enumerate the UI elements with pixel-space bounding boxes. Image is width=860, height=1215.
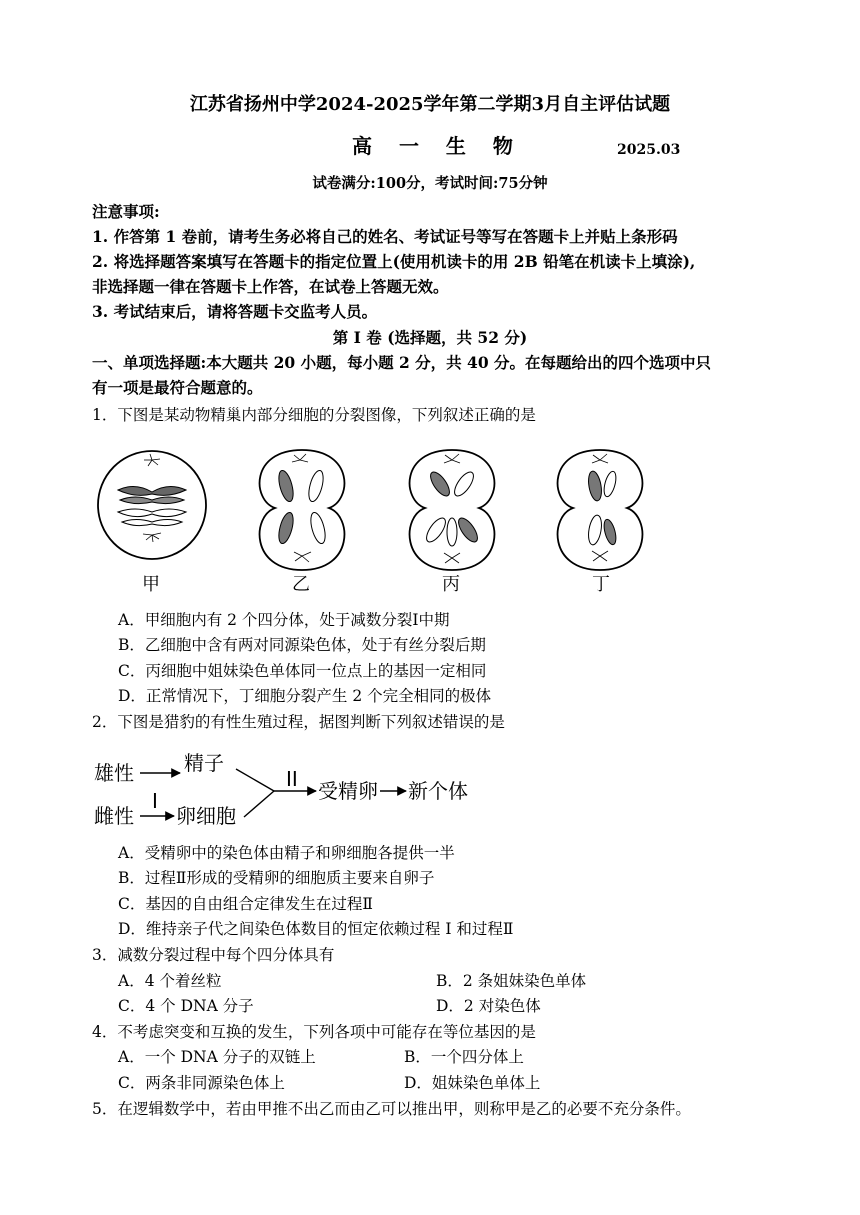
flow-step1: I <box>152 789 158 813</box>
option-a: A．一个 DNA 分子的双链上 <box>118 1048 316 1066</box>
flow-zygote: 受精卵 <box>318 779 378 803</box>
question-stem: 3．减数分裂过程中每个四分体具有 <box>92 946 335 964</box>
exam-title: 江苏省扬州中学2024-2025学年第二学期3月自主评估试题 <box>189 94 671 115</box>
exam-meta: 试卷满分:100分，考试时间:75分钟 <box>312 175 548 192</box>
option-c: C．基因的自由组合定律发生在过程Ⅱ <box>118 895 373 913</box>
notice-item: 1. 作答第 1 卷前，请考生务必将自己的姓名、考试证号等写在答题卡上并贴上条形码 <box>92 227 678 246</box>
cell-jia-diagram <box>98 451 206 559</box>
question-stem: 2．下图是猎豹的有性生殖过程，据图判断下列叙述错误的是 <box>92 713 505 731</box>
flow-sperm: 精子 <box>184 751 224 775</box>
option-b: B．乙细胞中含有两对同源染色体，处于有丝分裂后期 <box>118 636 486 654</box>
option-c: C．4 个 DNA 分子 <box>118 997 254 1015</box>
cell-bing-diagram <box>410 450 495 570</box>
option-b: B．过程Ⅱ形成的受精卵的细胞质主要来自卵子 <box>118 869 435 887</box>
figure-label: 乙 <box>292 574 310 595</box>
reproduction-flow-diagram <box>92 743 492 838</box>
option-a: A．甲细胞内有 2 个四分体，处于减数分裂Ⅰ中期 <box>118 611 450 629</box>
option-d: D．姐妹染色单体上 <box>404 1074 541 1092</box>
option-a: A．受精卵中的染色体由精子和卵细胞各提供一半 <box>118 844 455 862</box>
option-c: C．两条非同源染色体上 <box>118 1074 285 1092</box>
option-b: B．一个四分体上 <box>404 1048 524 1066</box>
flow-offspring: 新个体 <box>408 779 468 803</box>
cell-yi-diagram <box>260 450 345 570</box>
exam-date: 2025.03 <box>617 142 681 158</box>
option-a: A．4 个着丝粒 <box>118 972 222 990</box>
question-stem: 5．在逻辑数学中，若由甲推不出乙而由乙可以推出甲，则称甲是乙的必要不充分条件。 <box>92 1100 691 1118</box>
section-instruction: 一、单项选择题:本大题共 20 小题，每小题 2 分，共 40 分。在每题给出的四个选项中只 <box>92 353 712 372</box>
cell-division-figure <box>90 440 690 600</box>
flow-male: 雄性 <box>94 761 134 785</box>
option-d: D．2 对染色体 <box>436 997 541 1015</box>
cell-ding-diagram <box>558 450 643 570</box>
figure-label: 甲 <box>142 574 160 595</box>
flow-egg: 卵细胞 <box>176 804 236 828</box>
question-stem: 4．不考虑突变和互换的发生，下列各项中可能存在等位基因的是 <box>92 1023 536 1041</box>
option-c: C．丙细胞中姐妹染色单体同一位点上的基因一定相同 <box>118 662 487 680</box>
section-instruction: 有一项是最符合题意的。 <box>92 378 263 397</box>
notice-item: 非选择题一律在答题卡上作答，在试卷上答题无效。 <box>92 277 449 296</box>
notice-heading: 注意事项: <box>92 202 160 221</box>
question-stem: 1．下图是某动物精巢内部分细胞的分裂图像，下列叙述正确的是 <box>92 406 536 424</box>
notice-item: 3. 考试结束后，请将答题卡交监考人员。 <box>92 302 378 321</box>
option-d: D．维持亲子代之间染色体数目的恒定依赖过程 I 和过程Ⅱ <box>118 920 514 938</box>
option-d: D．正常情况下，丁细胞分裂产生 2 个完全相同的极体 <box>118 687 492 705</box>
option-b: B．2 条姐妹染色单体 <box>436 972 587 990</box>
flow-step2: II <box>286 767 298 791</box>
notice-item: 2. 将选择题答案填写在答题卡的指定位置上(使用机读卡的用 2B 铅笔在机读卡上填涂), <box>92 252 696 271</box>
flow-female: 雌性 <box>94 804 134 828</box>
subject-title: 高 一 生 物 <box>352 134 523 158</box>
figure-label: 丁 <box>592 574 610 595</box>
figure-label: 丙 <box>442 574 460 595</box>
section-title: 第 I 卷 (选择题，共 52 分) <box>332 328 528 347</box>
